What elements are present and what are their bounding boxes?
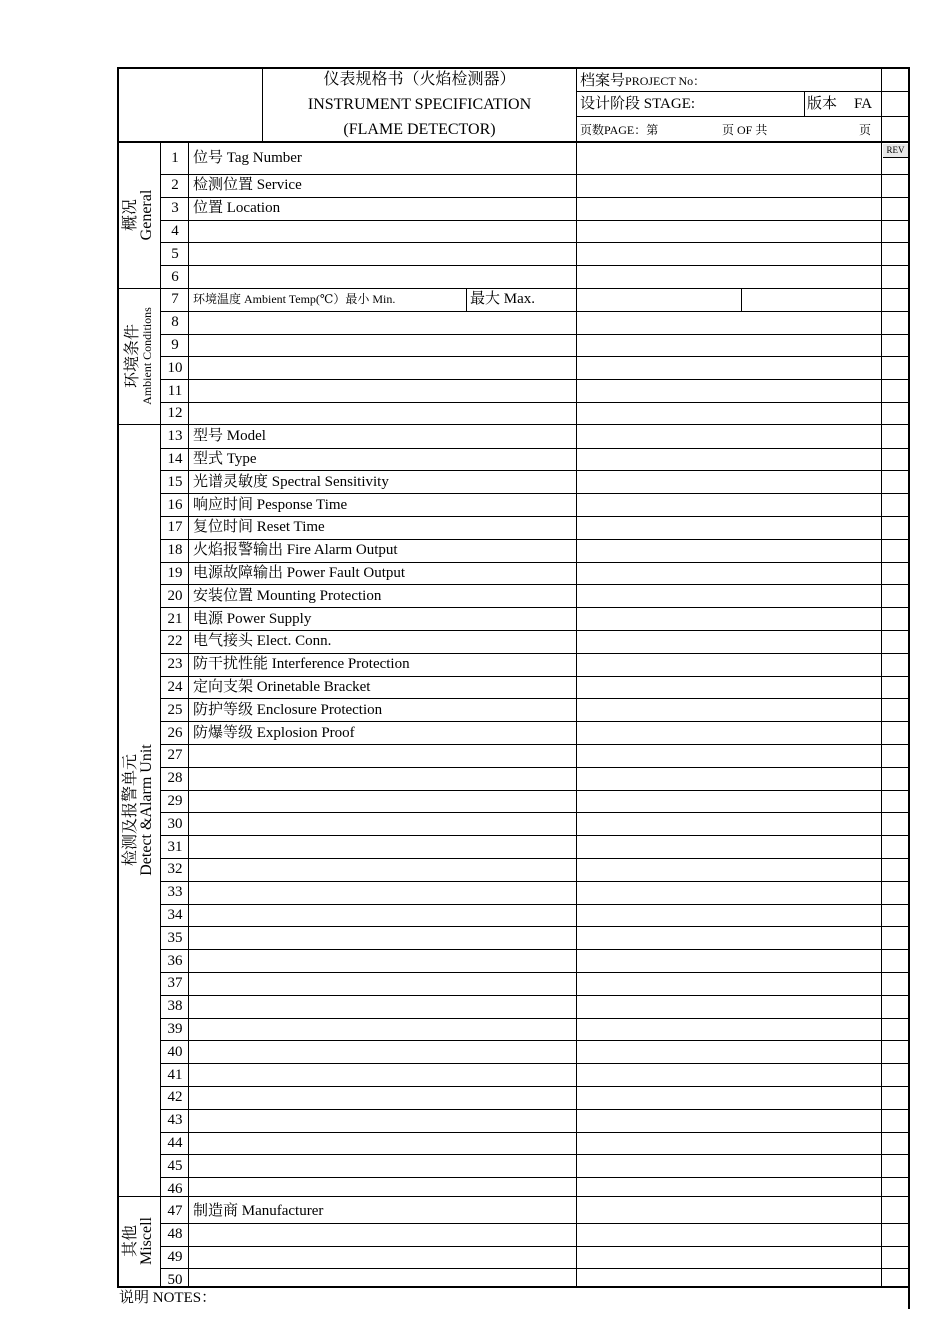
row-value-cell[interactable] <box>577 143 881 174</box>
project-label-en: PROJECT No： <box>625 74 706 88</box>
frame-top <box>117 67 910 69</box>
row-number: 43 <box>167 1112 183 1129</box>
row-value-cell[interactable] <box>577 380 881 402</box>
row-value-cell[interactable] <box>577 1269 881 1291</box>
row-label: 制造商 Manufacturer <box>193 1203 324 1220</box>
row-number: 10 <box>167 359 183 376</box>
row-value-cell[interactable] <box>577 426 881 448</box>
row-number: 30 <box>167 815 183 832</box>
row-number: 44 <box>167 1135 183 1151</box>
frame-right <box>908 67 910 1309</box>
row-value-cell[interactable] <box>577 221 881 243</box>
row-value-cell[interactable] <box>577 1247 881 1269</box>
section-label-miscell: 其他 Miscell <box>122 1217 155 1265</box>
version-divider <box>804 91 805 116</box>
title-en: INSTRUMENT SPECIFICATION <box>307 96 532 113</box>
row-label: 复位时间 Reset Time <box>193 519 325 536</box>
row-value-cell[interactable] <box>577 312 881 334</box>
section-label-ambient: 环境条件 Ambient Conditions <box>124 307 154 405</box>
row-value-cell[interactable] <box>577 1133 881 1155</box>
row-number: 48 <box>167 1226 183 1243</box>
row-number: 12 <box>167 405 183 422</box>
row-value-cell[interactable] <box>577 1019 881 1041</box>
row-value-cell[interactable] <box>577 768 881 790</box>
row-value-cell[interactable] <box>577 585 881 607</box>
row-value-cell[interactable] <box>577 996 881 1018</box>
row-number: 1 <box>171 150 179 166</box>
row-number: 29 <box>167 793 183 809</box>
row-value-cell[interactable] <box>577 471 881 493</box>
row-number: 7 <box>171 291 179 308</box>
row-number: 3 <box>171 200 179 217</box>
ambient-max-label: 最大 Max. <box>470 291 535 307</box>
page-label: 页数PAGE：第 <box>580 123 659 137</box>
row-label: 型式 Type <box>193 451 257 467</box>
row-label: 电气接头 Elect. Conn. <box>193 633 332 650</box>
row-value-cell[interactable] <box>577 859 881 881</box>
stage-label: 设计阶段 STAGE: <box>580 96 696 112</box>
row-number: 42 <box>167 1089 183 1106</box>
row-label: 响应时间 Pesponse Time <box>193 496 348 513</box>
row-value-cell[interactable] <box>577 563 881 585</box>
row-number: 26 <box>167 724 183 741</box>
row-number: 40 <box>167 1043 183 1060</box>
row-number: 4 <box>171 223 179 239</box>
row-value-cell[interactable] <box>577 1110 881 1132</box>
row-label: 位号 Tag Number <box>193 150 302 166</box>
row-number: 15 <box>167 473 183 490</box>
section-label-detect: 检测及报警单元 Detect &Alarm Unit <box>122 744 155 876</box>
row-value-cell[interactable] <box>577 1041 881 1063</box>
row-number: 47 <box>167 1203 183 1220</box>
rev-badge: REV <box>883 144 908 158</box>
row-number: 17 <box>167 519 183 536</box>
row-number: 49 <box>167 1249 183 1265</box>
row-number: 41 <box>167 1066 183 1083</box>
row-value-cell[interactable] <box>577 198 881 220</box>
row-value-cell[interactable] <box>577 608 881 630</box>
row-label: 防干扰性能 Interference Protection <box>193 656 410 673</box>
row-value-cell[interactable] <box>577 517 881 539</box>
project-label <box>580 73 705 89</box>
row-number: 37 <box>167 975 183 992</box>
row-value-cell[interactable] <box>577 1201 881 1223</box>
page-of-label: 页 OF 共 <box>722 123 768 137</box>
row-label: 电源故障输出 Power Fault Output <box>193 565 406 581</box>
version-value: FA <box>854 96 873 112</box>
row-label: 型号 Model <box>193 428 266 445</box>
row-label: 防护等级 Enclosure Protection <box>193 701 383 718</box>
row-number: 28 <box>167 770 183 787</box>
row-value-cell[interactable] <box>577 266 881 288</box>
notes-label: 说明 NOTES： <box>119 1290 217 1306</box>
row-number: 39 <box>167 1021 183 1037</box>
row-number: 32 <box>167 861 183 878</box>
row-label: 安装位置 Mounting Protection <box>193 587 382 604</box>
row-number: 14 <box>167 451 183 467</box>
row-label: 检测位置 Service <box>193 177 302 194</box>
row-value-cell[interactable] <box>577 905 881 927</box>
row-number: 23 <box>167 656 183 673</box>
row-value-cell[interactable] <box>577 175 881 197</box>
version-label: 版本 <box>807 96 838 112</box>
row-value-cell[interactable] <box>577 950 881 972</box>
section-label-general: 概况 General <box>122 189 155 241</box>
row-value-cell[interactable] <box>577 403 881 425</box>
row-value-cell[interactable] <box>577 813 881 835</box>
row-number: 24 <box>167 679 183 695</box>
row-value-cell[interactable] <box>577 1224 881 1246</box>
row-value-cell[interactable] <box>577 745 881 767</box>
row-number: 5 <box>171 245 179 262</box>
row-number: 45 <box>167 1157 183 1174</box>
row-value-cell[interactable] <box>577 1087 881 1109</box>
ambient-min-label: 环境温度 Ambient Temp(℃）最小 Min. <box>193 292 396 306</box>
row-label: 火焰报警输出 Fire Alarm Output <box>193 542 398 559</box>
page-end-label: 页 <box>859 123 872 137</box>
row-number: 18 <box>167 542 183 559</box>
row-value-cell[interactable] <box>577 973 881 995</box>
row-value-cell[interactable] <box>577 289 881 311</box>
row-number: 21 <box>167 610 183 627</box>
row-value-cell[interactable] <box>577 335 881 357</box>
row-number: 22 <box>167 633 183 650</box>
row-value-cell[interactable] <box>577 722 881 744</box>
ambient-max-divider <box>466 288 467 311</box>
row-number: 50 <box>167 1271 183 1288</box>
rev-column-divider <box>881 67 882 1287</box>
row-number: 34 <box>167 907 183 923</box>
title-sub: (FLAME DETECTOR) <box>343 121 496 138</box>
row-value-cell[interactable] <box>577 631 881 653</box>
row-number: 36 <box>167 952 183 969</box>
header-line-1 <box>576 91 909 92</box>
row-number: 46 <box>167 1180 183 1197</box>
row-value-cell[interactable] <box>577 243 881 265</box>
row-label: 位置 Location <box>193 200 281 217</box>
row-value-cell[interactable] <box>577 927 881 949</box>
row-number: 11 <box>167 382 183 399</box>
row-number: 16 <box>167 496 183 513</box>
row-value-cell[interactable] <box>577 836 881 858</box>
row-value-cell[interactable] <box>577 540 881 562</box>
row-number: 27 <box>167 747 183 764</box>
row-value-cell[interactable] <box>577 791 881 813</box>
row-number: 6 <box>171 268 179 285</box>
row-value-cell[interactable] <box>577 494 881 516</box>
row-number: 38 <box>167 998 183 1015</box>
row-value-cell[interactable] <box>577 882 881 904</box>
row-number: 2 <box>171 177 179 194</box>
row-label: 防爆等级 Explosion Proof <box>193 724 355 741</box>
row-label: 电源 Power Supply <box>193 610 312 627</box>
row-value-cell[interactable] <box>577 1155 881 1177</box>
project-label-cn: 档案号 <box>580 73 626 89</box>
row-number: 33 <box>167 884 183 901</box>
row-number: 19 <box>167 565 183 581</box>
row-value-cell[interactable] <box>577 1064 881 1086</box>
row-number: 8 <box>171 314 179 331</box>
header-line-2 <box>576 116 909 117</box>
row-label: 光谱灵敏度 Spectral Sensitivity <box>193 473 389 490</box>
title-cn: 仪表规格书（火焰检测器） <box>323 71 516 88</box>
row-number: 31 <box>167 838 183 855</box>
row-number: 25 <box>167 701 183 718</box>
row-number: 20 <box>167 587 183 604</box>
row-value-cell[interactable] <box>577 357 881 379</box>
row-label: 定向支架 Orinetable Bracket <box>193 679 371 695</box>
row-number: 13 <box>167 428 183 445</box>
frame-left <box>117 67 119 1288</box>
row-value-cell[interactable] <box>577 699 881 721</box>
row-value-cell[interactable] <box>577 449 881 471</box>
row-value-cell[interactable] <box>577 654 881 676</box>
row-number: 35 <box>167 929 183 946</box>
row-value-cell[interactable] <box>577 677 881 699</box>
row-number: 9 <box>171 337 179 353</box>
row-value-cell[interactable] <box>577 1178 881 1200</box>
